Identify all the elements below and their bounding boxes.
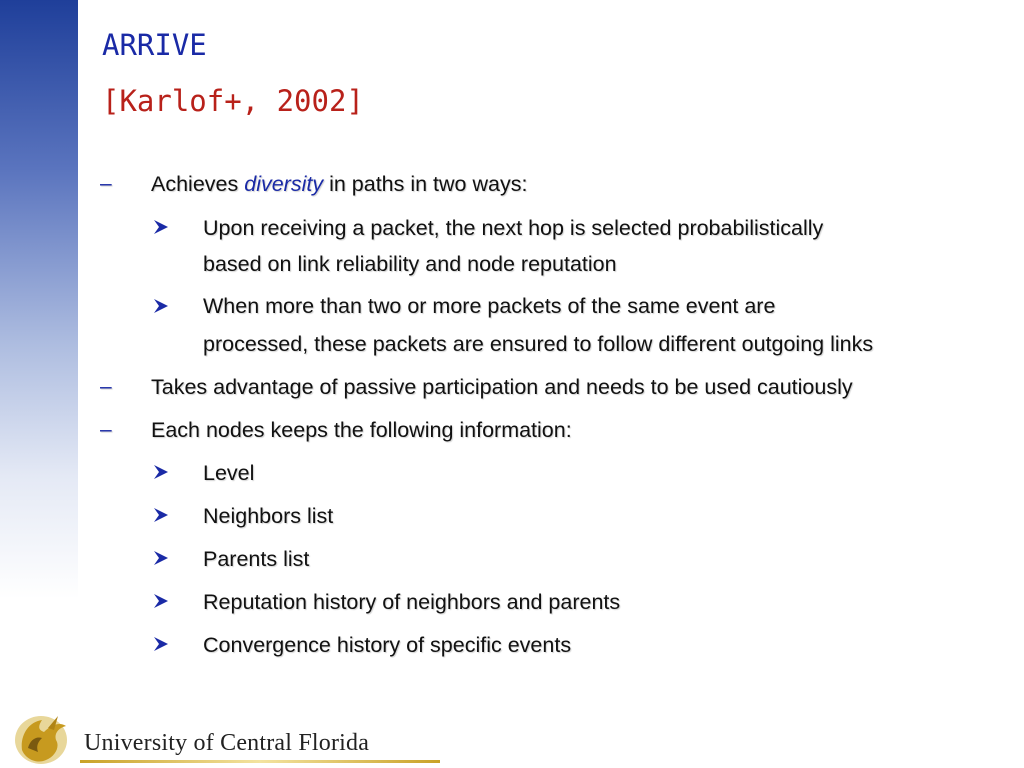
sub-bullet-packets <box>203 292 873 358</box>
bullet-text: Achieves <box>151 172 239 196</box>
arrow-bullet-icon <box>152 297 170 315</box>
dash-bullet: – <box>100 375 112 398</box>
sub-bullet-next-hop <box>203 214 823 278</box>
bullet-node-info: Each nodes keeps the following information: <box>151 418 572 442</box>
arrow-bullet-icon <box>152 592 170 610</box>
side-gradient-bar <box>0 0 78 768</box>
university-logo-text: University of Central Florida <box>84 730 370 756</box>
dash-bullet: – <box>100 418 112 441</box>
bullet-text: in paths in two ways: <box>329 172 528 196</box>
arrow-bullet-icon <box>152 549 170 567</box>
info-item: Neighbors list <box>203 504 334 528</box>
info-item: Convergence history of specific events <box>203 633 572 657</box>
info-item: Level <box>203 461 255 485</box>
slide-title: ARRIVE <box>102 28 207 62</box>
logo-underline <box>80 760 440 763</box>
sub-bullet-line: processed, these packets are ensured to follow different outgoing links <box>203 332 874 356</box>
dash-bullet: – <box>100 172 112 195</box>
arrow-bullet-icon <box>152 506 170 524</box>
arrow-bullet-icon <box>152 218 170 236</box>
bullet-diversity <box>151 170 527 198</box>
info-item: Reputation history of neighbors and parents <box>203 590 621 614</box>
bullet-passive: Takes advantage of passive participation and needs to be used cautiously <box>151 375 853 399</box>
emphasis-text: diversity <box>244 172 324 196</box>
arrow-bullet-icon <box>152 463 170 481</box>
info-item: Parents list <box>203 547 310 571</box>
sub-bullet-line: Upon receiving a packet, the next hop is selected probabilistically <box>203 216 824 240</box>
pegasus-logo-icon <box>8 706 74 768</box>
sub-bullet-line: When more than two or more packets of the same event are <box>203 294 776 318</box>
sub-bullet-line: based on link reliability and node reputation <box>203 252 617 276</box>
slide-citation: [Karlof+, 2002] <box>102 84 364 118</box>
arrow-bullet-icon <box>152 635 170 653</box>
